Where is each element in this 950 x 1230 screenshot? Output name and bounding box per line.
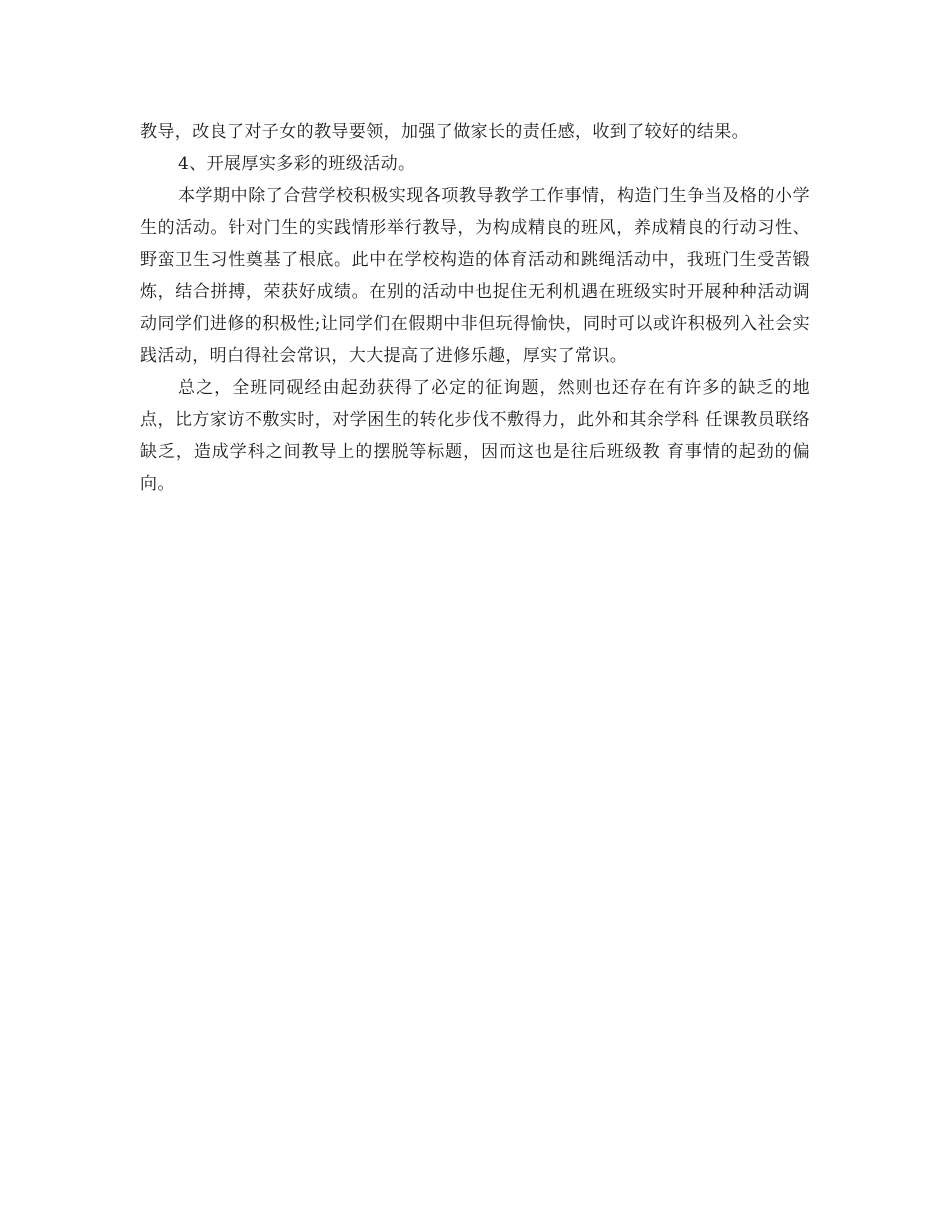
paragraph-summary: 总之，全班同砚经由起劲获得了必定的征询题，然则也还存在有许多的缺乏的地点，比方家访不敷实时，对学困生的转化步伐不敷得力，此外和其余学科 任课教员联络缺乏，造成学科之间教导上的摆脱等标题，因而这也是往后班级教 育事情的起劲的偏向。 [140, 378, 810, 494]
paragraph-heading-class-activities: 4、开展厚实多彩的班级活动。 [178, 154, 416, 174]
paragraph-semester-activities: 本学期中除了合营学校积极实现各项教导教学工作事情，构造门生争当及格的小学生的活动。针对门生的实践情形举行教导，为构成精良的班风，养成精良的行动习性、野蛮卫生习性奠基了根底。此中在学校构造的体育活动和跳绳活动中，我班门生受苦锻炼，结合拼搏，荣获好成绩。在别的活动中也捉住无利机遇在班级实时开展种种活动调动同学们进修的积极性;让同学们在假期中非但玩得愉快，同时可以或许积极列入社会实践活动，明白得社会常识，大大提高了进修乐趣，厚实了常识。 [140, 186, 810, 366]
document-body [140, 116, 810, 500]
paragraph-continuation: 教导，改良了对子女的教导要领，加强了做家长的责任感，收到了较好的结果。 [140, 122, 749, 142]
